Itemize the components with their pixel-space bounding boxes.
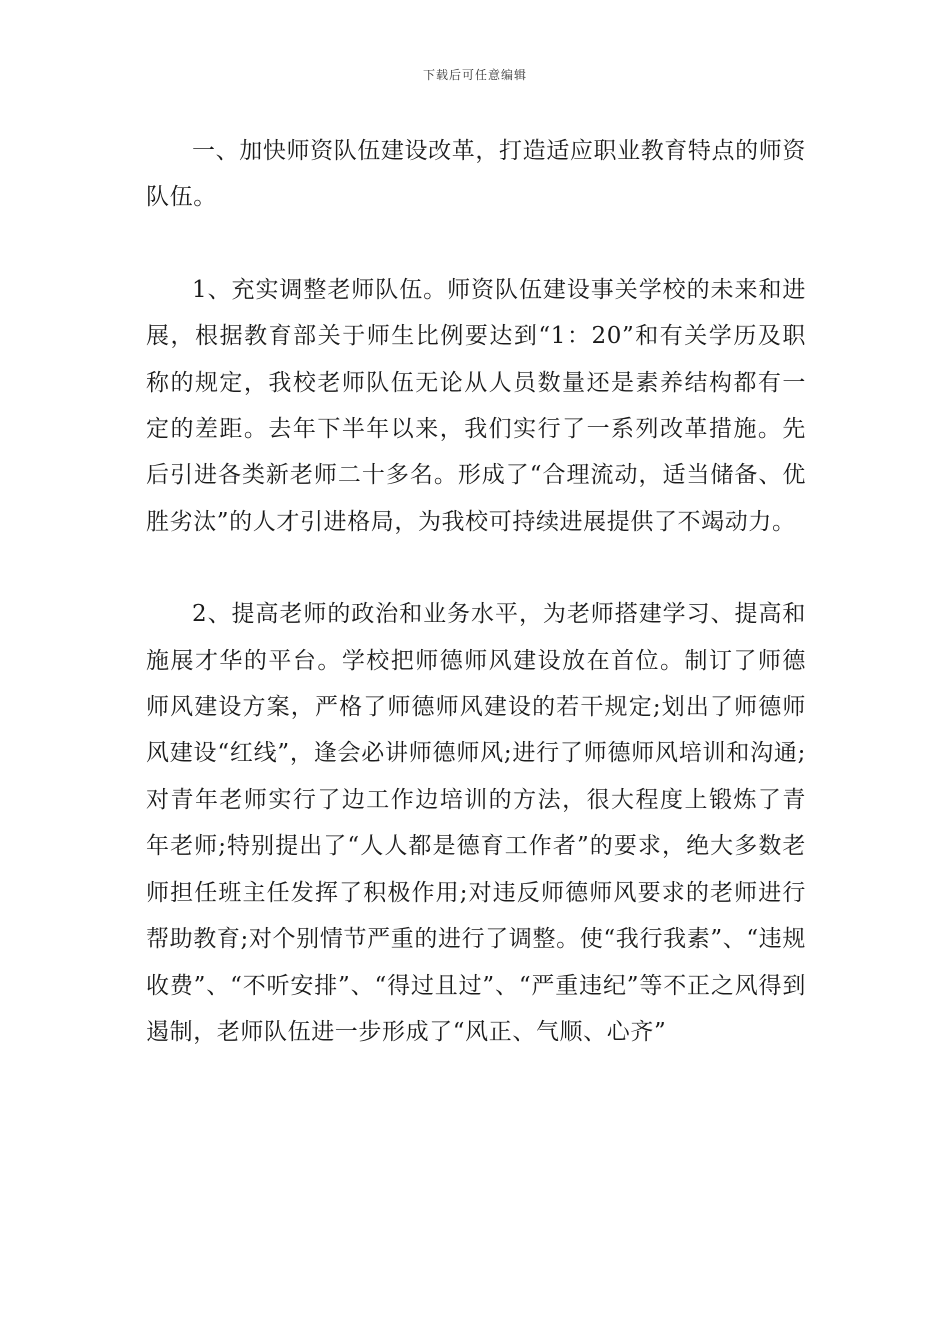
section-heading-paragraph: 一、加快师资队伍建设改革，打造适应职业教育特点的师资队伍。: [146, 138, 806, 211]
body-paragraph-1: 1、充实调整老师队伍。师资队伍建设事关学校的未来和进展，根据教育部关于师生比例要达到“1：20”和有关学历及职称的规定，我校老师队伍无论从人员数量还是素养结构都有一定的差距。去年下半年以来，我们实行了一系列改革措施。先后引进各类新老师二十多名。形成了“合理流动，适当储备、优胜劣汰”的人才引进格局，为我校可持续进展提供了不竭动力。: [146, 276, 806, 535]
header-note: 下载后可任意编辑: [422, 68, 527, 82]
body-paragraph-2: 2、提高老师的政治和业务水平，为老师搭建学习、提高和施展才华的平台。学校把师德师风建设放在首位。制订了师德师风建设方案，严格了师德师风建设的若干规定;划出了师德师风建设“红线”，逢会必讲师德师风;进行了师德师风培训和沟通;对青年老师实行了边工作边培训的方法，很大程度上锻炼了青年老师;特别提出了“人人都是德育工作者”的要求，绝大多数老师担任班主任发挥了积极作用;对违反师德师风要求的老师进行帮助教育;对个别情节严重的进行了调整。使“我行我素”、“违规收费”、“不听安排”、“得过且过”、“严重违纪”等不正之风得到遏制，老师队伍进一步形成了“风正、气顺、心齐”: [146, 601, 806, 1045]
document-body: [146, 128, 806, 1101]
